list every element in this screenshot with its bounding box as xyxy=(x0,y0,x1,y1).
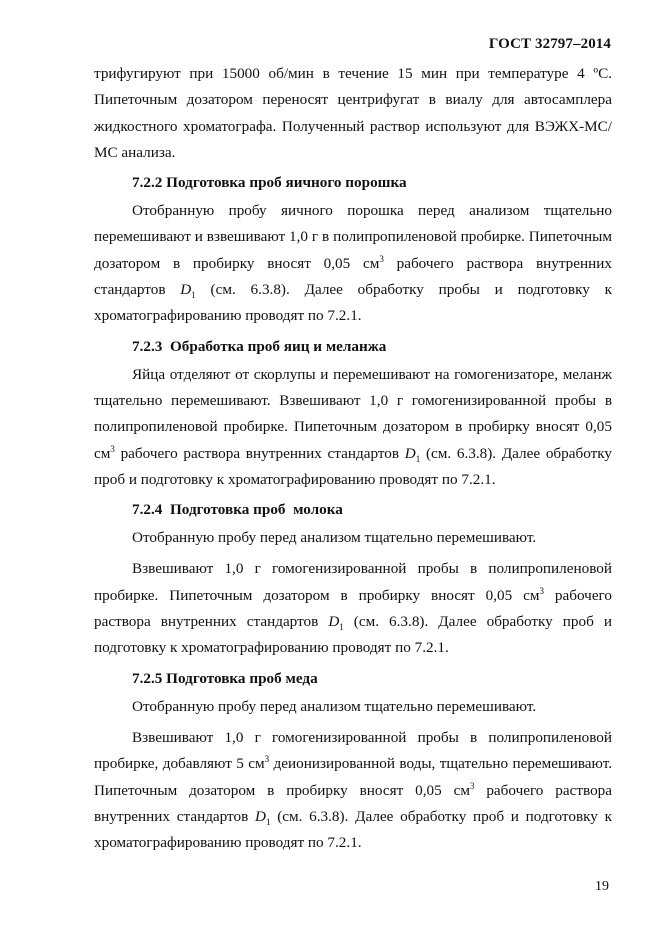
section-heading-7-2-2: 7.2.2 Подготовка проб яичного порошка xyxy=(132,174,407,192)
document-body xyxy=(94,61,612,856)
section-heading-7-2-3: 7.2.3 Обработка проб яиц и меланжа xyxy=(132,337,387,355)
paragraph-continuation: трифугируют при 15000 об/мин в течение 15 мин при температуре 4 ºС. Пипеточным дозатором переносят центрифугат в виалу для автосамплера жидкостного хроматографа. Полученный раствор используют для ВЭЖХ-МС/МС анализа. xyxy=(94,65,612,161)
section-heading-7-2-4: 7.2.4 Подготовка проб молока xyxy=(132,501,343,519)
paragraph-7-2-5-b: Взвешивают 1,0 г гомогенизированной пробы в полипропиленовой пробирке, добавляют 5 $см^3$ деионизированной воды, тщательно перемешивают. Пипеточным дозатором в пробирку вносят 0,05 $см^3$ рабочего раствора внутренних стандартов $D_1$ (см. 6.3.8). Далее обработку проб и подготовку к хроматографированию проводят по 7.2.1. xyxy=(94,728,612,852)
paragraph-7-2-3: Яйца отделяют от скорлупы и перемешивают на гомогенизаторе, меланж тщательно перемешивают. Взвешивают 1,0 г гомогенизированной пробы в полипропиленовой пробирке. Пипеточным дозатором в пробирку вносят 0,05 $см^3$ рабочего раствора внутренних стандартов $D_1$ (см. 6.3.8). Далее обработку проб и подготовку к хроматографированию проводят по 7.2.1. xyxy=(94,365,612,488)
paragraph-7-2-5-a: Отобранную пробу перед анализом тщательно перемешивают. xyxy=(132,697,537,715)
paragraph-7-2-4-a: Отобранную пробу перед анализом тщательно перемешивают. xyxy=(132,529,537,547)
section-heading-7-2-5: 7.2.5 Подготовка проб меда xyxy=(132,669,318,687)
page-number: 19 xyxy=(595,879,609,894)
standard-header: ГОСТ 32797–2014 xyxy=(488,36,611,52)
paragraph-7-2-2: Отобранную пробу яичного порошка перед анализом тщательно перемешивают и взвешивают 1,0 г в полипропиленовой пробирке. Пипеточным дозатором в пробирку вносят 0,05 $см^3$ рабочего раствора внутренних стандартов $D_1$ (см. 6.3.8). Далее обработку пробы и подготовку к хроматографированию проводят по 7.2.1. xyxy=(94,202,612,325)
paragraph-7-2-4-b: Взвешивают 1,0 г гомогенизированной пробы в полипропиленовой пробирке. Пипеточным дозатором в пробирку вносят 0,05 $см^3$ рабочего раствора внутренних стандартов $D_1$ (см. 6.3.8). Далее обработку проб и подготовку к хроматографированию проводят по 7.2.1. xyxy=(94,560,613,657)
